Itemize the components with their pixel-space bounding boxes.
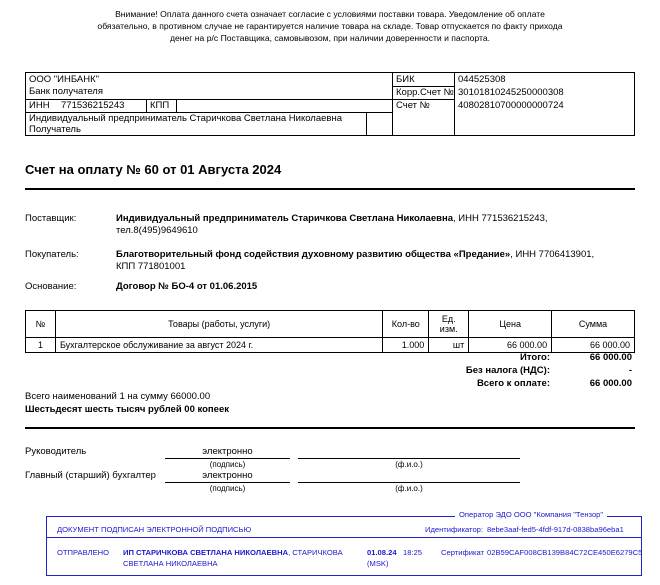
recipient-name: Индивидуальный предприниматель Старичкова Светлана Николаевна	[29, 113, 342, 124]
corr-account-label: Корр.Счет №	[396, 87, 454, 98]
row-price: 66 000.00	[469, 338, 552, 353]
vat-value: -	[628, 365, 632, 376]
summary-divider	[25, 427, 635, 429]
stamp-operator: Оператор ЭДО ООО "Компания "Тензор"	[455, 510, 607, 519]
recipient-label: Получатель	[29, 124, 81, 135]
stamp-signed-title: ДОКУМЕНТ ПОДПИСАН ЭЛЕКТРОННОЙ ПОДПИСЬЮ	[57, 525, 252, 534]
supplier-inn: , ИНН 771536215243,	[453, 213, 548, 224]
head-name-line	[298, 458, 520, 459]
supplier-label: Поставщик:	[25, 213, 77, 224]
col-number: №	[26, 311, 56, 338]
stamp-sender-org: ИП СТАРИЧКОВА СВЕТЛАНА НИКОЛАЕВНА	[123, 548, 289, 557]
stamp-id-label: Идентификатор:	[425, 525, 484, 534]
basis-value	[116, 281, 257, 292]
accountant-name-caption: (ф.и.о.)	[395, 484, 423, 493]
stamp-sender-line2: СВЕТЛАНА НИКОЛАЕВНА	[123, 559, 218, 568]
head-sign-caption: (подпись)	[209, 460, 246, 469]
accountant-label: Главный (старший) бухгалтер	[25, 470, 156, 481]
accountant-sign-caption: (подпись)	[209, 484, 246, 493]
corr-account-value: 30101810245250000308	[458, 87, 564, 98]
account-label: Счет №	[396, 100, 430, 111]
row-sum: 66 000.00	[552, 338, 635, 353]
head-label: Руководитель	[25, 446, 87, 457]
stamp-cert-label: Сертификат	[441, 548, 484, 557]
supplier-phone: тел.8(495)9649610	[116, 225, 198, 236]
stamp-cert: 02B59CAF008CB139B84C72CE450E6279C5	[487, 548, 643, 557]
row-qty: 1.000	[383, 338, 429, 353]
items-table	[25, 310, 635, 353]
accountant-name-line	[298, 482, 520, 483]
accountant-signature: электронно	[202, 470, 253, 481]
bank-requisites-table	[25, 72, 635, 136]
account-value: 40802810700000000724	[458, 100, 564, 111]
notice-line-2: обязательно, в противном случае не гарантируется наличие товара на складе. Товар отпускается по факту прихода	[97, 21, 563, 31]
stamp-divider	[47, 537, 641, 538]
inn-label: ИНН	[29, 100, 50, 111]
head-name-caption: (ф.и.о.)	[395, 460, 423, 469]
stamp-time: 18:25	[403, 548, 423, 557]
bank-name: ООО "ИНБАНК"	[29, 74, 99, 85]
col-goods: Товары (работы, услуги)	[55, 311, 382, 338]
stamp-tz: (MSK)	[367, 559, 389, 568]
bik-value: 044525308	[458, 74, 506, 85]
basis-label: Основание:	[25, 281, 77, 292]
stamp-id: 8ebe3aaf-fed5-4fdf-917d-0838ba96eba1	[487, 525, 624, 534]
title-divider	[25, 188, 635, 190]
notice-line-3: денег на р/с Поставщика, самовывозом, при наличии доверенности и паспорта.	[169, 33, 491, 43]
buyer-kpp: КПП 771801001	[116, 261, 186, 272]
stamp-sender	[123, 548, 343, 557]
col-sum: Сумма	[552, 311, 635, 338]
invoice-title: Счет на оплату № 60 от 01 Августа 2024	[25, 162, 282, 177]
table-row	[26, 338, 635, 353]
row-unit: шт	[429, 338, 469, 353]
kpp-label: КПП	[150, 100, 170, 111]
amount-in-words: Шестьдесят шесть тысяч рублей 00 копеек	[25, 404, 229, 415]
head-signature: электронно	[202, 446, 253, 457]
notice-line-1: Внимание! Оплата данного счета означает согласие с условиями поставки товара. Уведомление об оплате	[115, 9, 545, 19]
col-unit: Ед. изм.	[429, 311, 469, 338]
e-signature-stamp	[46, 516, 642, 576]
pay-label: Всего к оплате:	[476, 378, 550, 389]
table-header-row	[26, 311, 635, 338]
stamp-sent-label: ОТПРАВЛЕНО	[57, 548, 110, 557]
accountant-sign-line	[165, 482, 290, 483]
stamp-sender-tail: , СТАРИЧКОВА	[288, 548, 343, 557]
buyer-label: Покупатель:	[25, 249, 79, 260]
total-value: 66 000.00	[589, 352, 632, 363]
buyer-details	[116, 249, 636, 273]
recipient-bank-label: Банк получателя	[29, 86, 103, 97]
stamp-date: 01.08.24	[367, 548, 397, 557]
supplier-details	[116, 213, 636, 237]
pay-value: 66 000.00	[589, 378, 632, 389]
vat-label: Без налога (НДС):	[465, 365, 550, 376]
row-number: 1	[26, 338, 56, 353]
bik-label: БИК	[396, 74, 415, 85]
buyer-name: Благотворительный фонд содействия духовному развитию общества «Предание»	[116, 249, 511, 260]
row-name: Бухгалтерское обслуживание за август 2024 г.	[55, 338, 382, 353]
items-summary: Всего наименований 1 на сумму 66000.00	[25, 391, 211, 402]
payment-notice	[30, 8, 630, 44]
supplier-name: Индивидуальный предприниматель Старичкова Светлана Николаевна	[116, 213, 453, 224]
total-label: Итого:	[520, 352, 550, 363]
col-price: Цена	[469, 311, 552, 338]
head-sign-line	[165, 458, 290, 459]
inn-value: 771536215243	[61, 100, 125, 111]
col-qty: Кол-во	[383, 311, 429, 338]
buyer-inn: , ИНН 7706413901,	[510, 249, 595, 260]
basis-contract: Договор № БО-4 от 01.06.2015	[116, 281, 258, 292]
